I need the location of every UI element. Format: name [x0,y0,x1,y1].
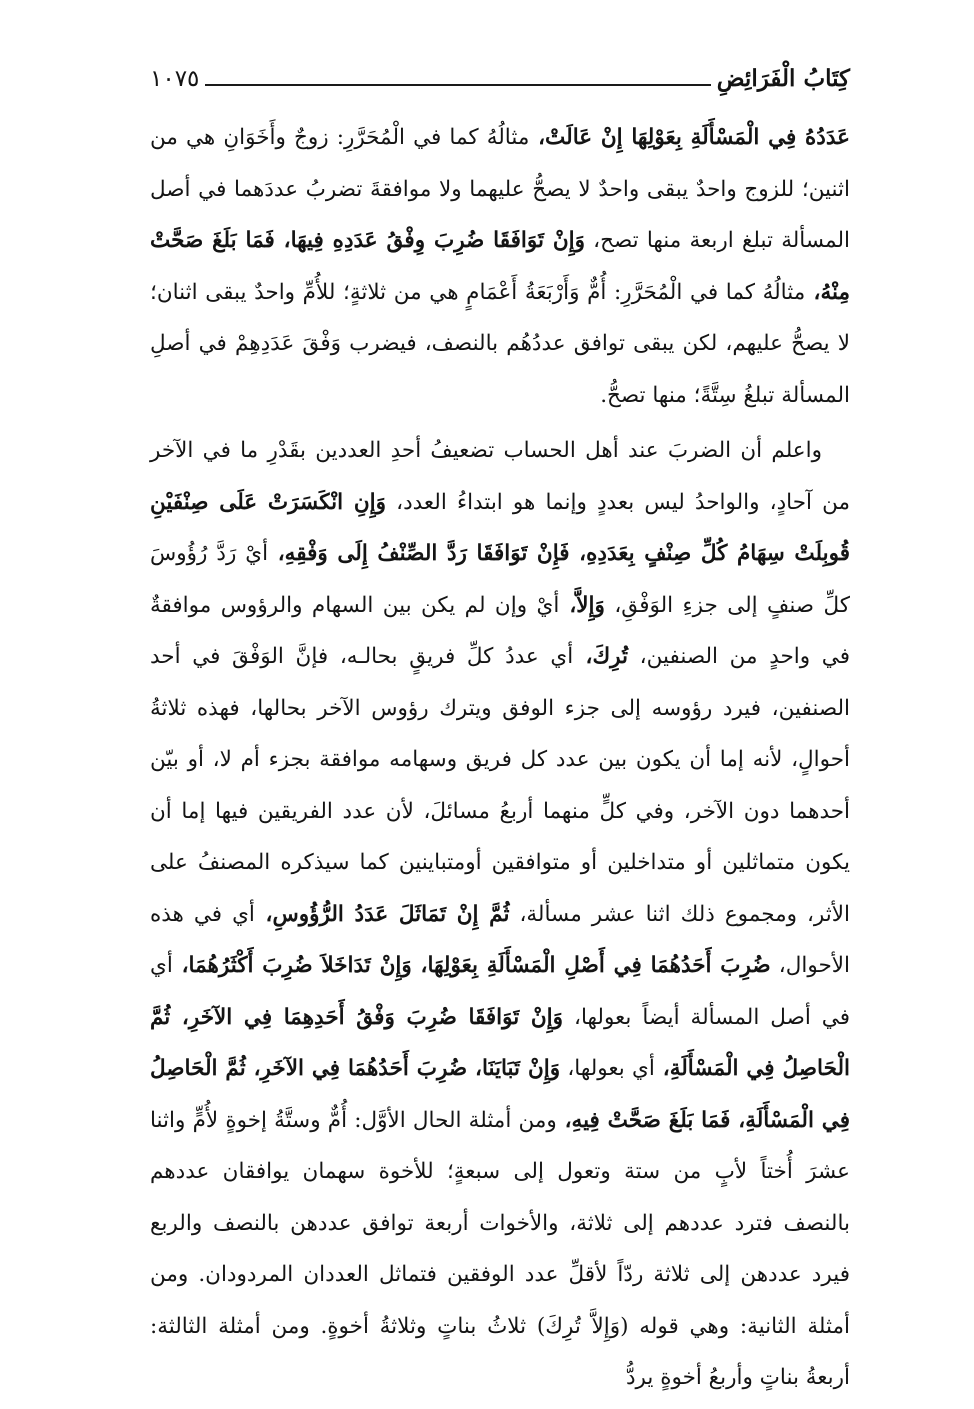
commentary-text: أيْ وإن لم يكن بين السهام والرؤوس موافقةٌ في واحدٍ من الصنفين، [150,592,850,669]
matn-text: عَدَدُهُ فِي الْمَسْأَلَةِ بِعَوْلِهَا إِنْ عَالَتْ، [529,125,850,150]
commentary-text: أي بعولها، [560,1056,655,1081]
commentary-text: واعلم أن الضربَ عند أهل الحساب تضعيفُ أحدِ العددين بقَدْرِ ما في الآخر من آحادٍ، والواحدُ ليس بعددٍ وإنما هو ابتداءُ العدد، [150,438,850,515]
page-number: ١٠٧٥ [150,66,200,92]
matn-text: وَإِنْ تَبَايَنَا، ضُرِبَ أَحَدُهُمَا فِي الآخَرِ، ثُمَّ الْحَاصِلُ فِي الْمَسْأَلَةِ، فَمَا بَلَغَ صَحَّتْ فِيهِ، [150,1056,850,1133]
matn-text: وَإِنْ تَوَافَقَا ضُرِبَ وَفْقُ أَحَدِهِمَا فِي الآخَرِ، ثُمَّ الْحَاصِلُ فِي الْمَسْأَلَةِ، [150,1004,850,1081]
matn-text: ثُمَّ إِنْ تَمَاثَلَ عَدَدُ الرُّؤُوسِ، [254,901,510,927]
chapter-title: كِتَابُ الْفَرَائِضِ [716,65,850,92]
matn-text: وَإِلاَّ، [559,592,605,618]
matn-text: وَإِنْ تَوَافَقَا ضُرِبَ وِفْقُ عَدَدِهِ فِيهَا، فَمَا بَلَغَ صَحَّتْ مِنْهُ، [150,228,850,305]
commentary-text: أي في أصل المسألة أيضاً بعولها، [150,953,850,1030]
matn-text: تُرِكَ، [573,644,629,669]
commentary-text: أي عددُ كلِّ فريقٍ بحالـه، فإنَّ الوَفْقَ في أحد الصنفين، فيرد رؤوسه إلى جزء الوفق ويترك رؤوس الآخر بحالها، فهذه ثلاثةُ أحوالٍ، لأنه إما أن يكون بين عدد كل فريق وسهامه موافقة بجزء أم لا، أو بيّن أحدهما دون الآخر، وفي كلٍّ منهما أربعُ مسائلَ، لأن عدد الفريقين فيها إما أن يكون متماثلين أو متداخلين أو متوافقين أومتباينين كما سيذكره المصنفُ على الأثر، ومجموع ذلك اثنا عشر مسألة، [150,644,850,927]
commentary-text: أيْ رَدَّ رُؤُوسَ كلِّ صنفٍ إلى جزءِ الوَفْقِ، [150,541,850,618]
commentary-text: أي في هذه الأحوال، [150,901,850,978]
paragraph [150,425,850,1404]
matn-text: وَإِنِ انْكَسَرَتْ عَلَى صِنْفَيْنِ قُوبِلَتْ سِهَامُ كُلِّ صِنْفٍ بِعَدَدِهِ، فَإِنْ تَوَافَقَا رَدَّ الصِّنْفُ إِلَى وَفْقِهِ، [150,489,850,566]
header-rule [205,84,710,86]
running-header [150,56,850,96]
commentary-text: مثالُهُ كما في الْمُحَرَّرِ: أُمٌّ وَأَرْبَعَةُ أَعْمَامٍ هي من ثلاثةٍ؛ للأُمِّ واحدٌ يبقى اثنان؛ لا يصحُّ عليهم، لكن يبقى توافق عددُهُم بالنصف، فيضرب وَفْقَ عَدَدِهِمْ في أصلِ المسألة تبلغُ سِتَّةً؛ منها تصحُّ. [150,279,850,408]
paragraph [150,112,850,421]
matn-text: ضُرِبَ أَحَدُهُمَا فِي أَصْلِ الْمَسْأَلَةِ بِعَوْلِهَا، وَإِنْ تَدَاخَلاَ ضُرِبَ أَكْثَرُهُمَا، [172,953,771,978]
page-body [150,112,850,1404]
commentary-text: ومن أمثلة الحال الأوَّل: أُمٌّ وستَّةُ إخوةٍ لأُمٍّ واثنا عشرَ أُختاً لأبٍ من ستة وتعول إلى سبعةٍ؛ للأخوة سهمان يوافقان عددهم بالنصف فترد عددهم إلى ثلاثة، والأخوات أربعة توافق عددهن بالنصف والربع فيرد عددهن إلى ثلاثة ردّاً لأقلِّ عدد الوفقين فتماثل العددان المردودان. ومن أمثلة الثانية: وهي قوله (وَإِلاَّ تُرِكَ) ثلاثُ بناتٍ وثلاثةُ أخوةٍ. ومن أمثلة الثالثة: أربعةُ بناتٍ وأربعُ أخوةٍ يردُّ [150,1107,850,1390]
commentary-text: مثالُهُ كما في الْمُحَرَّرِ: زوجٌ وأَخَوَانِ هي من اثنين؛ للزوج واحدٌ يبقى واحدٌ لا يصحُّ عليهما ولا موافقةَ تضربُ عددَهما في أصل المسألة تبلغ اربعة منها تصح، [150,125,850,253]
